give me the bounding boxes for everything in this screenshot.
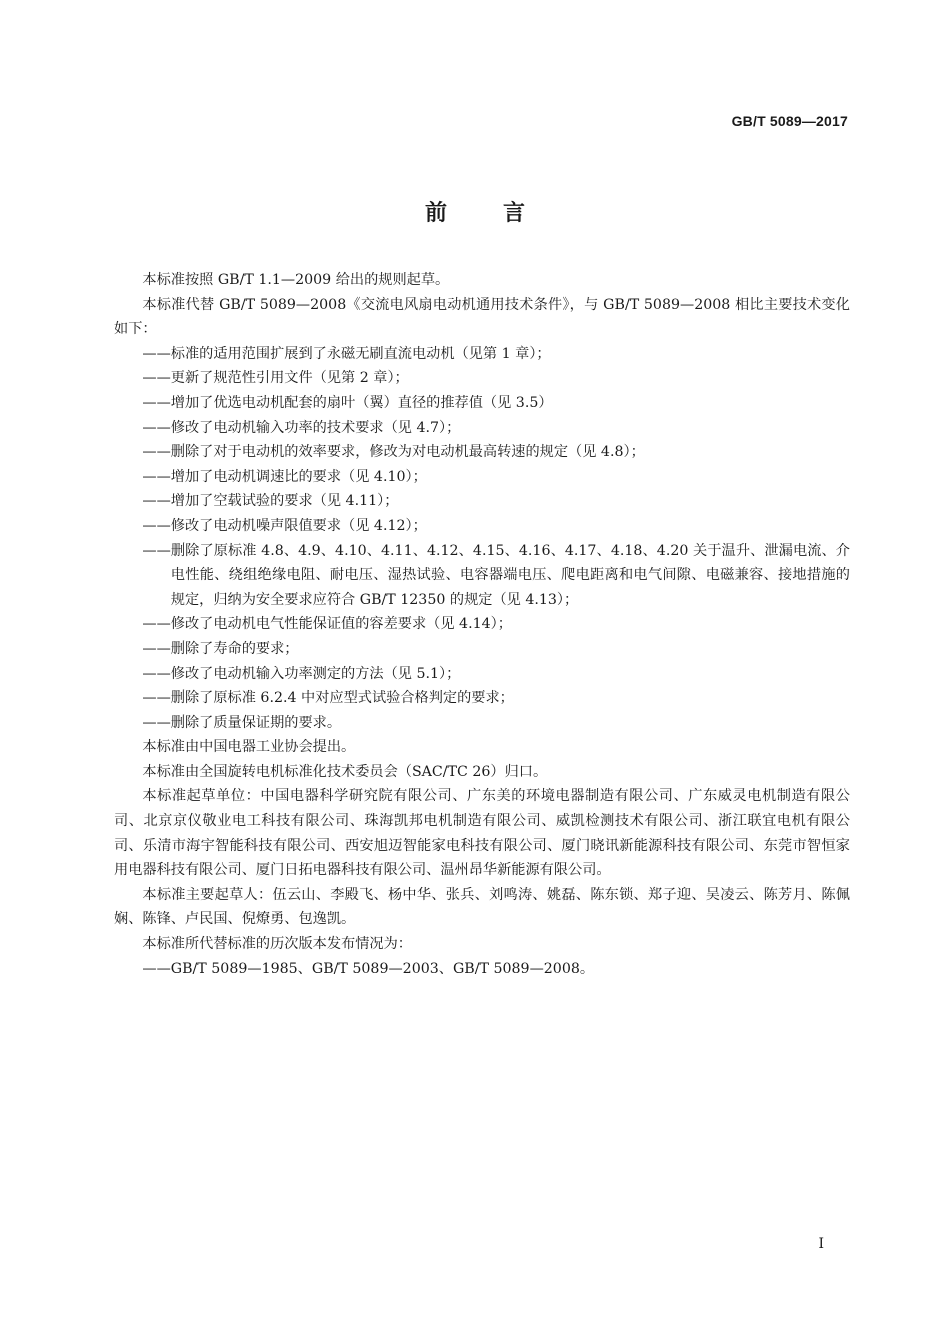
paragraph-drafting-rules: 本标准按照 GB/T 1.1—2009 给出的规则起草。: [142, 272, 450, 288]
change-item: ——修改了电动机噪声限值要求（见 4.12）；: [142, 517, 427, 534]
paragraph-centralized-by: 本标准由全国旋转电机标准化技术委员会（SAC/TC 26）归口。: [142, 763, 548, 780]
page-title: [0, 196, 950, 227]
foreword-body: [114, 268, 850, 981]
change-item: ——删除了对于电动机的效率要求，修改为对电动机最高转速的规定（见 4.8）；: [142, 444, 645, 461]
paragraph-drafters: 本标准主要起草人：伍云山、李殿飞、杨中华、张兵、刘鸣涛、姚磊、陈东锁、郑子迎、吴凌云、陈芳月、陈佩娴、陈锋、卢民国、倪燎勇、包逸凯。: [114, 886, 850, 928]
change-item: ——增加了电动机调速比的要求（见 4.10）；: [142, 468, 427, 485]
standard-number: GB/T 5089—2017: [731, 113, 848, 129]
change-item: ——增加了空载试验的要求（见 4.11）；: [142, 493, 399, 510]
paragraph-replacement: 本标准代替 GB/T 5089—2008《交流电风扇电动机通用技术条件》，与 GB/T 5089—2008 相比主要技术变化如下：: [114, 296, 850, 338]
change-item: ——修改了电动机输入功率测定的方法（见 5.1）；: [142, 665, 461, 682]
change-item: ——更新了规范性引用文件（见第 2 章）；: [142, 370, 409, 387]
change-item: ——删除了质量保证期的要求。: [142, 714, 342, 731]
page-number: I: [818, 1236, 824, 1252]
paragraph-proposed-by: 本标准由中国电器工业协会提出。: [142, 739, 356, 756]
change-item: ——标准的适用范围扩展到了永磁无刷直流电动机（见第 1 章）；: [142, 345, 551, 362]
change-item: ——修改了电动机电气性能保证值的容差要求（见 4.14）；: [142, 616, 512, 633]
paragraph-history-intro: 本标准所代替标准的历次版本发布情况为：: [142, 936, 412, 953]
paragraph-history-list: ——GB/T 5089—1985、GB/T 5089—2003、GB/T 5089—2008。: [142, 960, 595, 977]
change-item: ——修改了电动机输入功率的技术要求（见 4.7）；: [142, 419, 461, 436]
change-item: ——删除了原标准 6.2.4 中对应型式试验合格判定的要求；: [142, 690, 514, 707]
title-char-1: 前: [424, 201, 447, 226]
change-item: ——增加了优选电动机配套的扇叶（翼）直径的推荐值（见 3.5）: [142, 394, 553, 411]
change-item: ——删除了寿命的要求；: [142, 640, 299, 657]
change-item: ——删除了原标准 4.8、4.9、4.10、4.11、4.12、4.15、4.16、4.17、4.18、4.20 关于温升、泄漏电流、介电性能、绕组绝缘电阻、耐电压、湿热试验、电容器端电压、爬电距离和电气间隙、电磁兼容、接地措施的规定，归纳为安全要求应符合 GB/T 12350 的规定（见 4.13）；: [142, 542, 850, 608]
title-char-2: 言: [503, 201, 526, 226]
paragraph-drafting-units: 本标准起草单位：中国电器科学研究院有限公司、广东美的环境电器制造有限公司、广东威灵电机制造有限公司、北京京仪敬业电工科技有限公司、珠海凯邦电机制造有限公司、威凯检测技术有限公司、浙江联宜电机有限公司、乐清市海宇智能科技有限公司、西安旭迈智能家电科技有限公司、厦门晓讯新能源科技有限公司、东莞市智恒家用电器科技有限公司、厦门日拓电器科技有限公司、温州昂华新能源有限公司。: [114, 788, 850, 879]
